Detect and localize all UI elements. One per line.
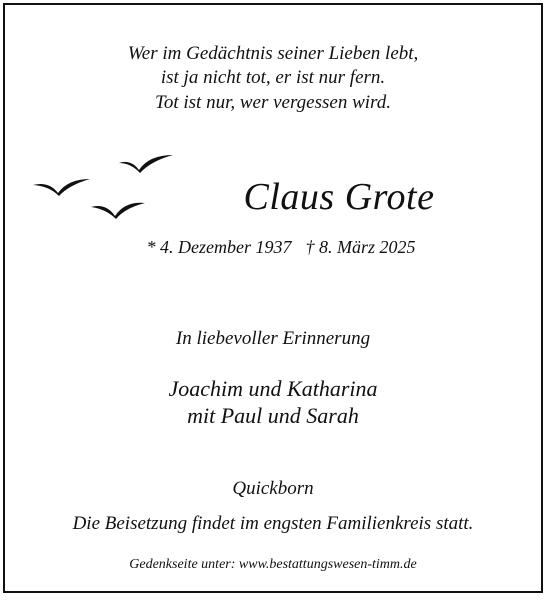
verse-line-1: Wer im Gedächtnis seiner Lieben lebt, [127,43,419,64]
birth-date: * 4. Dezember 1937 [146,237,292,257]
death-date: † 8. März 2025 [305,237,416,257]
family-line-1: Joachim und Katharina [168,376,378,401]
life-dates [13,237,549,258]
bird-icon [119,155,173,173]
place-name: Quickborn [232,478,314,499]
remembrance-line: In liebevoller Erinnerung [175,328,371,349]
verse-line-2: ist ja nicht tot, er ist nur fern. [160,67,386,88]
obituary-card [3,3,543,593]
burial-notice: Die Beisetzung findet im engsten Familienkreis statt. [72,513,474,534]
deceased-name: Claus Grote [243,176,435,218]
memorial-website: Gedenkseite unter: www.bestattungswesen-timm.de [129,557,417,572]
family-line-2: mit Paul und Sarah [187,403,359,428]
verse-line-3: Tot ist nur, wer vergessen wird. [155,92,391,113]
